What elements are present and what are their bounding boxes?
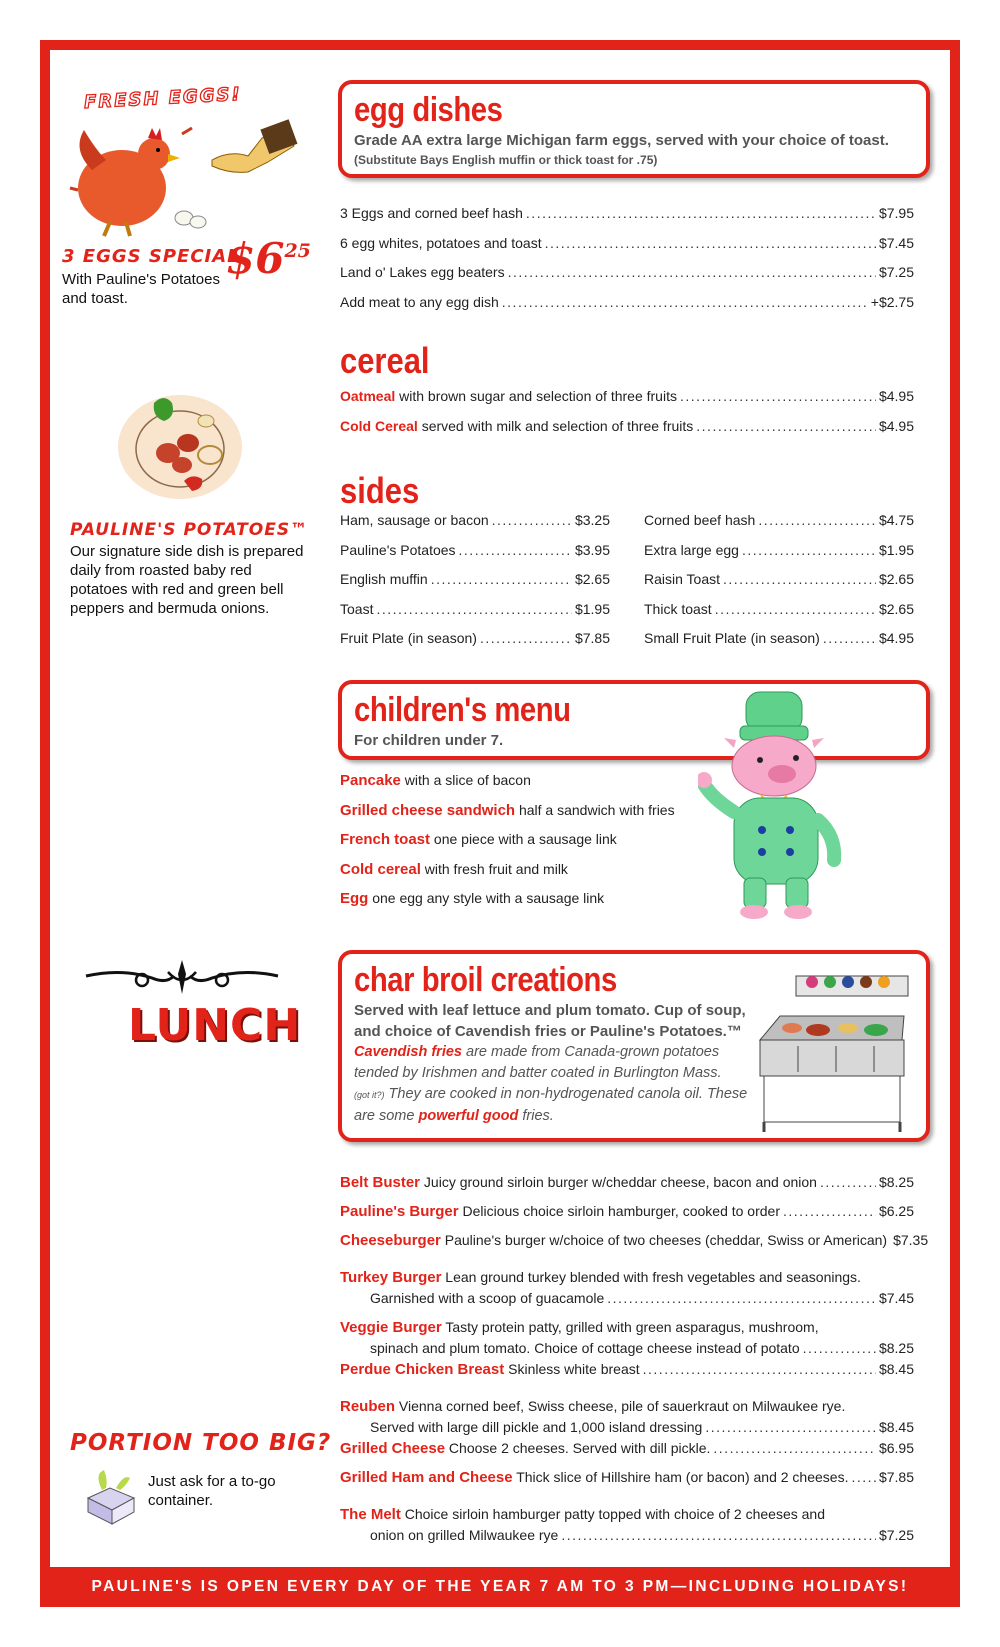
lunch-item-label [340, 1361, 640, 1378]
lunch-item [340, 1232, 929, 1261]
lunch-item-name: Turkey Burger [340, 1269, 442, 1286]
lunch-item [340, 1269, 914, 1290]
lunch-item-name: The Melt [340, 1506, 401, 1523]
lunch-cont-item [340, 1419, 914, 1440]
sides-right-column [644, 512, 914, 660]
side-item-label [644, 630, 820, 646]
lunch-item-name: Reuben [340, 1398, 396, 1415]
egg-dish-item [340, 205, 914, 235]
lunch-item-label [340, 1232, 887, 1249]
side-item-desc: Raisin Toast [644, 571, 721, 587]
childrens-item [340, 861, 675, 891]
lunch-item-desc: Delicious choice sirloin hamburger, cooked to order [458, 1203, 780, 1219]
leader-dots [459, 542, 572, 558]
lunch-item-desc: Lean ground turkey blended with fresh vegetables and seasonings. [441, 1269, 861, 1285]
childrens-title: children's menu [354, 691, 571, 729]
lunch-cont-item-label [340, 1527, 558, 1543]
leader-dots [680, 388, 876, 404]
leader-dots [715, 601, 876, 617]
egg-dishes-title: egg dishes [354, 91, 503, 129]
side-item-label [340, 571, 428, 587]
cereal-item-name: Cold Cereal [340, 417, 418, 434]
childrens-list [340, 772, 675, 920]
lunch-cont-item-price: $8.25 [878, 1340, 914, 1356]
side-item-desc: Corned beef hash [644, 512, 756, 528]
childrens-item-name: Grilled cheese sandwich [340, 801, 516, 819]
sides-left-column [340, 512, 610, 660]
side-item [644, 571, 914, 601]
childrens-item-name: Pancake [340, 772, 401, 789]
egg-dish-item [340, 264, 914, 294]
side-item-desc: Ham, sausage or bacon [340, 512, 489, 528]
lunch-item-name: Grilled Cheese [340, 1440, 446, 1457]
special-title: 3 EGGS SPECIAL [62, 246, 240, 267]
side-item-price: $2.65 [878, 600, 914, 617]
lunch-item-price: $8.25 [878, 1174, 914, 1190]
leader-dots [758, 512, 876, 528]
lunch-item-price: $7.85 [878, 1469, 914, 1485]
hen-illustration-icon [62, 110, 302, 240]
lunch-item-name: Pauline's Burger [340, 1203, 459, 1220]
potatoes-description: Our signature side dish is prepared daily from roasted baby red potatoes with red and green bell peppers and bermuda onions. [70, 543, 304, 617]
childrens-item [340, 831, 675, 861]
egg-dish-item-price: $7.25 [878, 264, 914, 280]
side-item-price: $3.95 [574, 541, 610, 558]
egg-dish-item-label [340, 294, 499, 310]
side-item-price: $1.95 [574, 600, 610, 617]
side-item-price: $4.95 [878, 630, 914, 646]
side-item-label [644, 542, 739, 558]
lunch-item-desc: Thick slice of Hillshire ham (or bacon) and 2 cheeses. [512, 1469, 849, 1485]
lunch-cont-item-desc: spinach and plum tomato. Choice of cottage cheese instead of potato [370, 1340, 800, 1356]
leader-dots [545, 235, 876, 251]
char-broil-subtitle-1: Served with leaf lettuce and plum tomato. Cup of soup, [354, 1002, 746, 1019]
side-item [340, 630, 610, 660]
egg-dish-item-label [340, 264, 505, 280]
lunch-item-desc: Skinless white breast [504, 1361, 640, 1377]
sides-title: sides [340, 470, 420, 511]
childrens-item [340, 890, 675, 920]
lunch-item-desc: Juicy ground sirloin burger w/cheddar cheese, bacon and onion [420, 1174, 817, 1190]
egg-dish-item-label [340, 205, 523, 221]
side-item-desc: Toast [340, 600, 374, 617]
leader-dots [820, 1174, 876, 1190]
side-item [340, 512, 610, 542]
potatoes-title: PAULINE'S POTATOES™ [70, 520, 309, 540]
leader-dots [742, 542, 876, 558]
egg-dish-item-desc: Add meat to any egg dish [340, 293, 499, 310]
cereal-item-name: Oatmeal [340, 388, 396, 404]
lunch-item-desc: Tasty protein patty, grilled with green asparagus, mushroom, [441, 1319, 819, 1335]
lunch-item [340, 1440, 914, 1469]
side-item [340, 571, 610, 601]
leader-dots [851, 1469, 876, 1485]
lunch-item-price: $8.45 [878, 1361, 914, 1377]
childrens-item [340, 802, 675, 832]
lunch-cont-item-desc: onion on grilled Milwaukee rye [370, 1527, 559, 1543]
cereal-item-price: $4.95 [878, 417, 914, 434]
lunch-item-label [340, 1203, 780, 1220]
lunch-item-label [340, 1469, 848, 1486]
sides-list [340, 512, 914, 660]
egg-dish-item-price: $7.95 [878, 205, 914, 221]
lunch-item-price: $7.35 [893, 1232, 929, 1248]
lunch-item [340, 1361, 914, 1390]
leader-dots [607, 1290, 876, 1306]
cavendish-fries-highlight: Cavendish fries [354, 1044, 462, 1060]
side-item-label [340, 630, 477, 646]
lunch-cont-item-label [340, 1419, 702, 1435]
lunch-cont-item [340, 1527, 914, 1548]
lunch-item [340, 1506, 914, 1527]
side-item-label [644, 512, 755, 528]
lunch-item-desc: Pauline's burger w/choice of two cheeses (cheddar, Swiss or American) [440, 1232, 888, 1248]
cereal-item-desc: served with milk and selection of three fruits [417, 417, 694, 434]
side-item [644, 512, 914, 542]
leader-dots [561, 1527, 876, 1543]
leader-dots [705, 1419, 876, 1435]
special-price [226, 234, 311, 283]
note-text-4: are some [354, 1108, 419, 1124]
lunch-item-price: $6.25 [878, 1203, 914, 1219]
leader-dots [502, 294, 868, 310]
leader-dots [526, 205, 876, 221]
egg-dish-item-label [340, 235, 542, 251]
note-text-5: fries. [518, 1108, 554, 1124]
side-item-price: $1.95 [878, 541, 914, 558]
footer-hours: PAULINE'S IS OPEN EVERY DAY OF THE YEAR 7 AM TO 3 PM—INCLUDING HOLIDAYS! [40, 1567, 960, 1607]
lunch-item-name: Veggie Burger [340, 1319, 442, 1336]
side-item [644, 542, 914, 572]
fresh-eggs-heading: FRESH EGGS! [83, 83, 243, 114]
leader-dots [643, 1361, 876, 1377]
special-description: With Pauline's Potatoes and toast. [62, 271, 220, 307]
leader-dots [713, 1440, 876, 1456]
lunch-cont-item [340, 1340, 914, 1361]
leader-dots [376, 601, 571, 617]
leader-dots [480, 630, 572, 646]
lunch-item [340, 1398, 914, 1419]
side-item-desc: Fruit Plate (in season) [340, 630, 477, 646]
childrens-item-name: French toast [340, 831, 431, 848]
portion-title: PORTION TOO BIG? [70, 1430, 332, 1456]
lunch-heading: LUNCH [128, 1000, 302, 1051]
leader-dots [783, 1203, 876, 1219]
side-item-price: $3.25 [574, 512, 610, 528]
leader-dots [431, 571, 572, 587]
leader-dots [823, 630, 876, 646]
grill-illustration-icon [752, 970, 912, 1135]
cereal-item-desc: with brown sugar and selection of three fruits [395, 388, 677, 404]
side-item [644, 601, 914, 631]
lunch-item [340, 1319, 914, 1340]
note-text-3: They are cooked in non-hydrogenated canola oil. These [384, 1086, 748, 1102]
lunch-cont-item-desc: Served with large dill pickle and 1,000 island dressing [370, 1419, 703, 1435]
lunch-cont-item-label [340, 1340, 800, 1356]
cereal-item-label [340, 388, 677, 404]
egg-dishes-header-box [338, 80, 930, 178]
leader-dots [723, 571, 876, 587]
egg-dish-item-price: +$2.75 [870, 293, 914, 310]
lunch-item-desc: Vienna corned beef, Swiss cheese, pile of sauerkraut on Milwaukee rye. [395, 1398, 846, 1414]
leader-dots [492, 512, 572, 528]
portion-description: Just ask for a to-go container. [148, 1473, 276, 1509]
lunch-item [340, 1174, 914, 1203]
side-item-price: $2.65 [574, 571, 610, 587]
childrens-item-name: Cold cereal [340, 860, 421, 878]
lunch-cont-item-price: $7.45 [878, 1290, 914, 1306]
side-item-price: $2.65 [878, 571, 914, 587]
side-item [340, 542, 610, 572]
side-item-desc: Extra large egg [644, 541, 739, 558]
egg-dish-item [340, 235, 914, 265]
egg-dish-item-price: $7.45 [878, 234, 914, 251]
childrens-item [340, 772, 675, 802]
side-item-desc: English muffin [340, 571, 428, 587]
lunch-cont-item [340, 1290, 914, 1311]
side-item [644, 630, 914, 660]
side-item-desc: Small Fruit Plate (in season) [644, 630, 820, 646]
egg-dish-item [340, 294, 914, 324]
special-price-cents: 25 [284, 240, 311, 262]
side-item-label [340, 601, 373, 617]
note-text-2: tended by Irishmen and batter coated in Burlington Mass. [354, 1065, 722, 1081]
lunch-item [340, 1469, 914, 1498]
side-item [340, 601, 610, 631]
lunch-cont-item-label [340, 1290, 604, 1306]
side-item-label [340, 542, 456, 558]
lunch-item-name: Perdue Chicken Breast [340, 1361, 505, 1378]
side-item-desc: Pauline's Potatoes [340, 541, 456, 558]
scroll-ornament-icon [82, 958, 282, 998]
cereal-list [340, 388, 914, 447]
egg-dishes-list [340, 205, 914, 323]
note-tiny: (got it?) [354, 1090, 385, 1100]
childrens-item-desc: with a slice of bacon [400, 772, 531, 788]
side-item-label [644, 601, 712, 617]
char-broil-list [340, 1174, 929, 1548]
pig-chef-illustration-icon [698, 690, 850, 922]
leader-dots [696, 418, 876, 434]
lunch-item-price: $6.95 [878, 1440, 914, 1456]
childrens-subtitle: For children under 7. [354, 732, 504, 749]
egg-dish-item-desc: Land o' Lakes egg beaters [340, 264, 505, 280]
cereal-item [340, 418, 914, 448]
childrens-item-desc: with fresh fruit and milk [420, 860, 568, 877]
egg-dishes-note: (Substitute Bays English muffin or thick toast for .75) [354, 153, 658, 167]
egg-dish-item-desc: 6 egg whites, potatoes and toast [340, 234, 542, 251]
childrens-item-desc: one egg any style with a sausage link [368, 890, 605, 906]
side-item-label [644, 571, 720, 587]
side-item-price: $4.75 [878, 512, 914, 528]
childrens-item-desc: half a sandwich with fries [515, 801, 675, 818]
lunch-item [340, 1203, 914, 1232]
side-item-price: $7.85 [574, 630, 610, 646]
char-broil-title: char broil creations [354, 961, 617, 999]
egg-dishes-subtitle: Grade AA extra large Michigan farm eggs, served with your choice of toast. [354, 132, 889, 149]
powerful-good-highlight: powerful good [418, 1108, 519, 1124]
char-broil-subtitle-2: and choice of Cavendish fries or Pauline's Potatoes.™ [354, 1023, 742, 1040]
lunch-item-desc: Choose 2 cheeses. Served with dill pickle. [445, 1440, 711, 1456]
lunch-item-desc: Choice sirloin hamburger patty topped with choice of 2 cheeses and [400, 1506, 825, 1522]
takeout-box-icon [80, 1468, 140, 1526]
childrens-item-name: Egg [340, 890, 369, 907]
lunch-item-label [340, 1440, 710, 1457]
note-text-1: are made from Canada-grown potatoes [462, 1044, 720, 1060]
side-item-desc: Thick toast [644, 600, 712, 617]
potatoes-illustration-icon [110, 385, 250, 503]
lunch-cont-item-desc: Garnished with a scoop of guacamole [370, 1290, 605, 1306]
lunch-cont-item-price: $8.45 [878, 1419, 914, 1435]
lunch-item-name: Cheeseburger [340, 1232, 441, 1249]
egg-dish-item-desc: 3 Eggs and corned beef hash [340, 205, 523, 221]
side-item-label [340, 512, 489, 528]
special-price-dollars: $6 [226, 234, 285, 283]
lunch-cont-item-price: $7.25 [878, 1527, 914, 1543]
lunch-item-name: Grilled Ham and Cheese [340, 1469, 513, 1486]
cereal-title: cereal [340, 340, 430, 381]
childrens-item-desc: one piece with a sausage link [430, 831, 617, 847]
cereal-item-price: $4.95 [878, 388, 914, 404]
lunch-item-name: Belt Buster [340, 1174, 421, 1191]
lunch-item-label [340, 1174, 817, 1191]
leader-dots [508, 264, 876, 280]
cereal-item-label [340, 418, 693, 434]
cereal-item [340, 388, 914, 418]
leader-dots [803, 1340, 876, 1356]
